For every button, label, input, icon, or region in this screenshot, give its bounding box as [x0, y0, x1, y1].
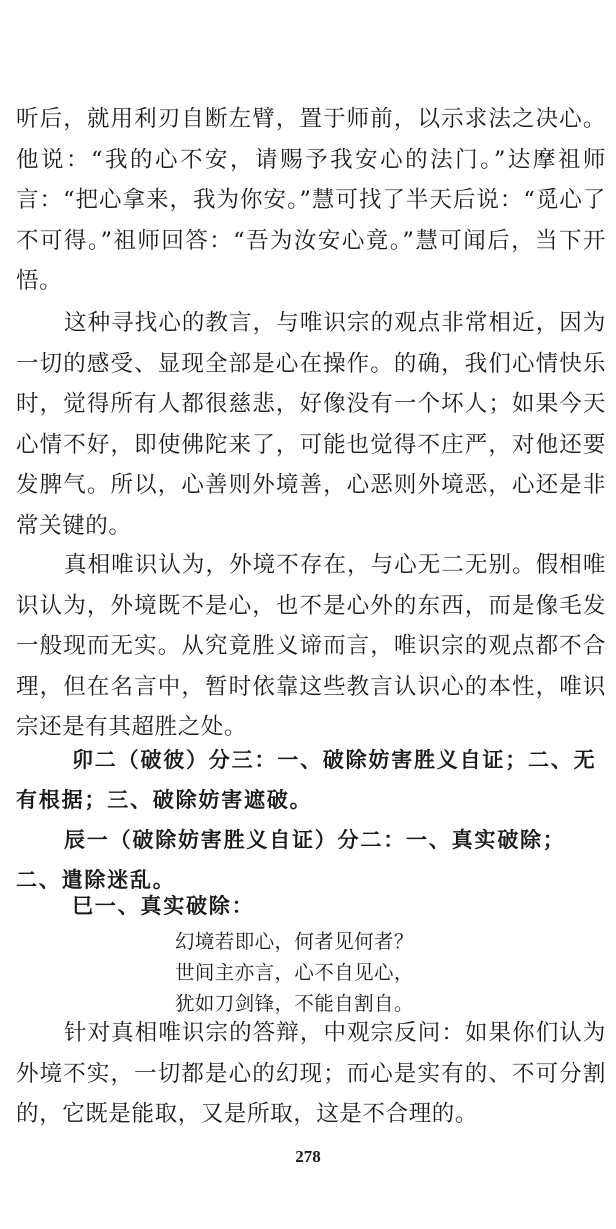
verse-line: 幻境若即心，何者见何者？: [175, 930, 414, 953]
verse-line: 世间主亦言，心不自见心，: [175, 961, 414, 984]
paragraph-yogacara-views: 真相唯识认为，外境不存在，与心无二无别。假相唯识认为，外境既不是心，也不是心外的东西，而是像毛发一般现而无实。从究竟胜义谛而言，唯识宗的观点都不合理，但在名言中，暂时依靠这些教言认识心的本性，唯识宗还是有其超胜之处。: [16, 552, 606, 740]
page-number: 278: [295, 1147, 321, 1166]
verse-block: [175, 926, 414, 1019]
section-heading-mao2: 卯二（破彼）分三：一、破除妨害胜义自证；二、无有根据；三、破除妨害遮破。: [16, 748, 597, 812]
verse-line: 犹如刀剑锋，不能自割自。: [175, 992, 414, 1015]
paragraph-huike-story: 听后，就用利刃自断左臂，置于师前，以示求法之决心。他说：“我的心不安，请赐予我安心的法门。”达摩祖师言：“把心拿来，我为你安。”慧可找了半天后说：“觅心了不可得。”祖师回答：“吾为汝安心竟。”慧可闻后，当下开悟。: [16, 106, 606, 294]
paragraph-madhyamaka-reply: 针对真相唯识宗的答辩，中观宗反问：如果你们认为外境不实，一切都是心的幻现；而心是实有的、不可分割的，它既是能取，又是所取，这是不合理的。: [16, 1020, 606, 1127]
paragraph-mind-teaching: 这种寻找心的教言，与唯识宗的观点非常相近，因为一切的感受、显现全部是心在操作。的确，我们心情快乐时，觉得所有人都很慈悲，好像没有一个坏人；如果今天心情不好，即使佛陀来了，可能也觉得不庄严，对他还要发脾气。所以，心善则外境善，心恶则外境恶，心还是非常关键的。: [16, 310, 606, 539]
section-heading-si1: 巳一、真实破除：: [72, 894, 255, 918]
section-heading-chen1: 辰一（破除妨害胜义自证）分二：一、真实破除；二、遣除迷乱。: [16, 828, 566, 892]
